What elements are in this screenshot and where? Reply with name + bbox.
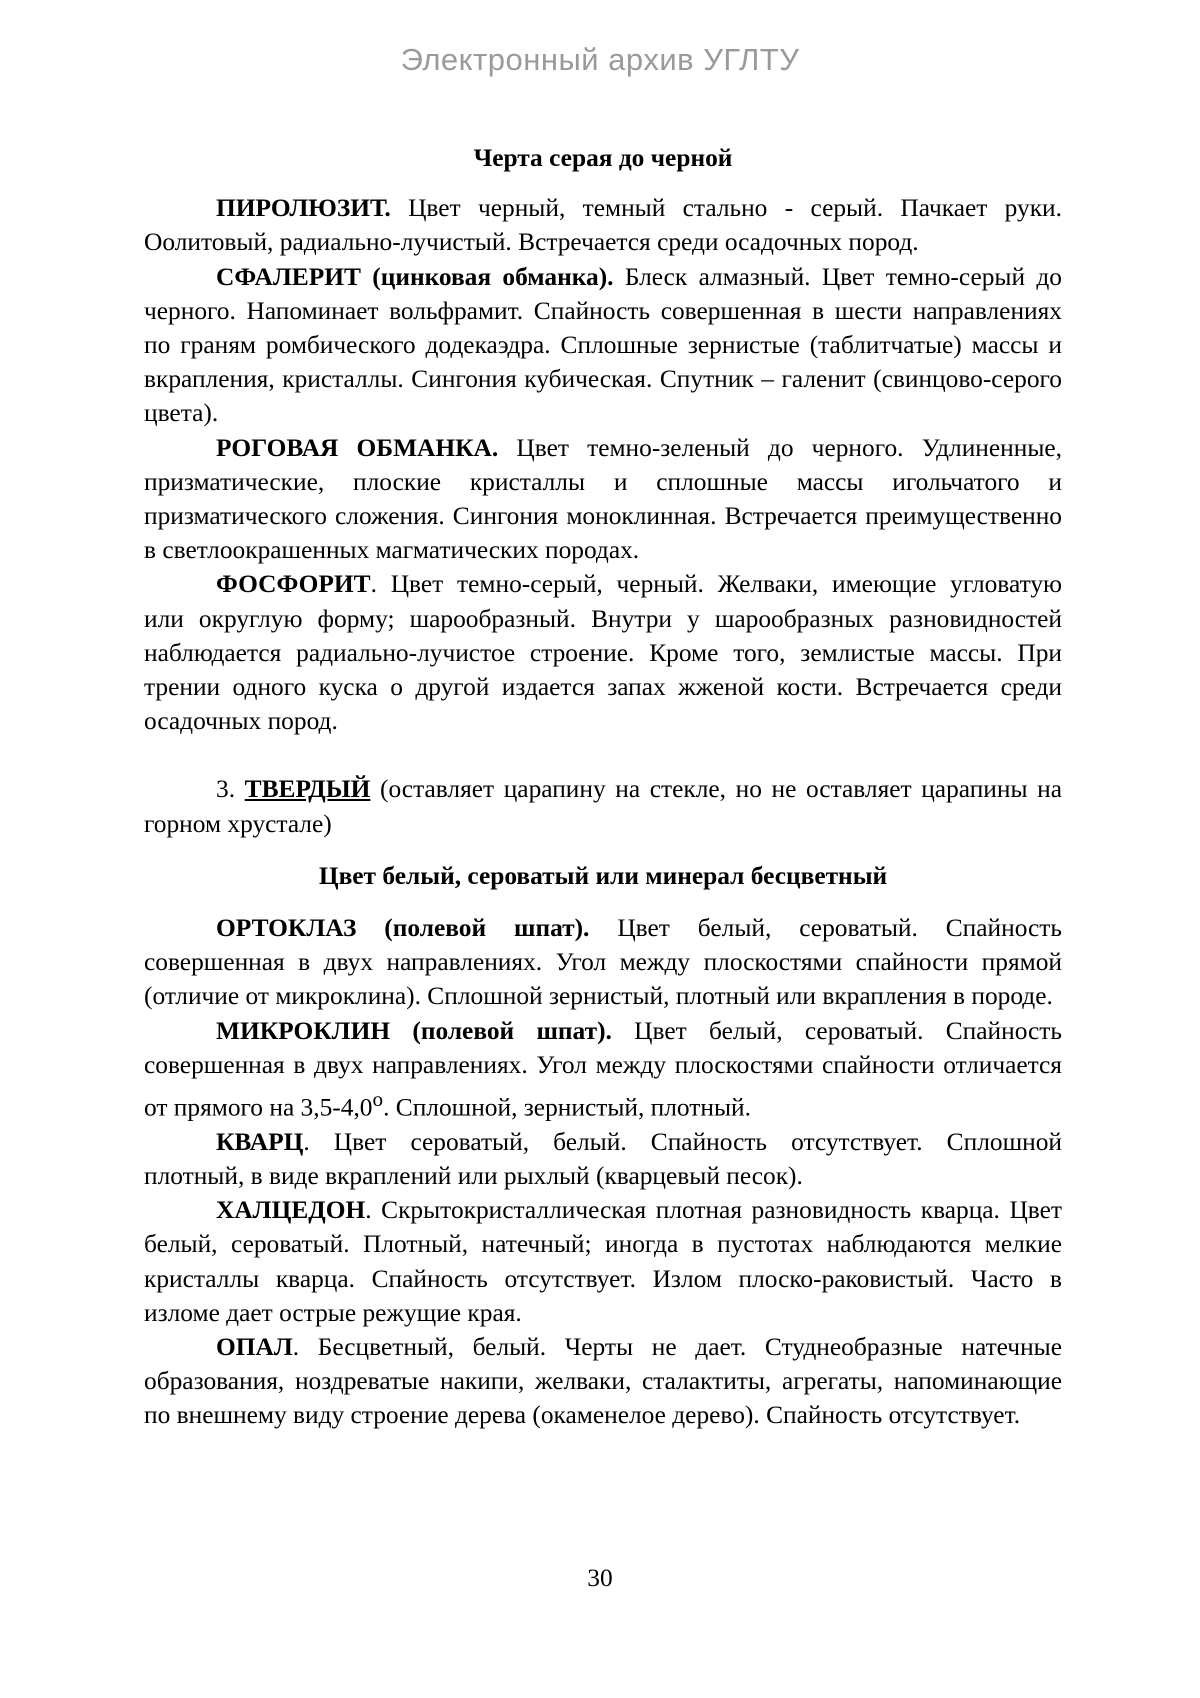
mineral-name: МИКРОКЛИН (полевой шпат).	[216, 1016, 612, 1045]
hardness-section-intro	[144, 772, 1062, 840]
mineral-description: . Цвет сероватый, белый. Спайность отсутствует. Сплошной плотный, в виде вкраплений или рыхлый (кварцевый песок).	[144, 1127, 1062, 1190]
mineral-description: Цвет белый, сероватый. Спайность совершенная в двух направлениях. Угол между плоскостями спайности отличается от прямого на 3,5-4,0	[144, 1016, 1062, 1122]
mineral-entry	[144, 567, 1062, 738]
mineral-entry	[144, 1193, 1062, 1330]
mineral-name: КВАРЦ	[216, 1127, 304, 1156]
page-number: 30	[587, 1564, 613, 1592]
mineral-description: Блеск алмазный. Цвет темно-серый до черного. Напоминает вольфрамит. Спайность совершенная в шести направлениях по граням ромбического додекаэдра. Сплошные зернистые (таблитчатые) массы и вкрапления, кристаллы. Сингония кубическая. Спутник – галенит (свинцово-серого цвета).	[144, 262, 1062, 428]
mineral-description-end: . Сплошной, зернистый, плотный.	[383, 1093, 751, 1122]
section-heading-white-colorless: Цвет белый, сероватый или минерал бесцветный	[318, 861, 888, 890]
mineral-description: Цвет темно-зеленый до черного. Удлиненные, призматические, плоские кристаллы и сплошные массы игольчатого и призматического сложения. Сингония моноклинная. Встречается преимущественно в светлоокрашенных магматических породах.	[144, 433, 1062, 565]
mineral-description: . Цвет темно-серый, черный. Желваки, имеющие угловатую или округлую форму; шарообразный. Внутри у шарообразных разновидностей наблюдается радиально-лучистое строение. Кроме того, землистые массы. При трении одного куска о другой издается запах жженой кости. Встречается среди осадочных пород.	[144, 570, 1062, 736]
mineral-entry	[144, 260, 1062, 431]
mineral-description: . Бесцветный, белый. Черты не дает. Студнеобразные натечные образования, ноздреватые накипи, желваки, сталактиты, агрегаты, напоминающие по внешнему виду строение дерева (окаменелое дерево). Спайность отсутствует.	[144, 1332, 1062, 1430]
mineral-name: РОГОВАЯ ОБМАНКА.	[216, 433, 499, 462]
mineral-name: СФАЛЕРИТ (цинковая обманка).	[216, 262, 614, 291]
mineral-name: ПИРОЛЮЗИТ.	[216, 194, 391, 223]
mineral-description: . Скрытокристаллическая плотная разновидность кварца. Цвет белый, сероватый. Плотный, натечный; иногда в пустотах наблюдаются мелкие кристаллы кварца. Спайность отсутствует. Излом плоско-раковистый. Часто в изломе дает острые режущие края.	[144, 1196, 1062, 1327]
mineral-entry	[144, 1014, 1062, 1125]
degree-superscript: о	[372, 1087, 384, 1112]
mineral-description: Цвет белый, сероватый. Спайность совершенная в двух направлениях. Угол между плоскостями спайности прямой (отличие от микроклина). Сплошной зернистый, плотный или вкрапления в породе.	[144, 914, 1062, 1011]
mineral-name: ФОСФОРИТ	[216, 570, 371, 599]
mineral-description: Цвет черный, темный стально - серый. Пачкает руки. Оолитовый, радиально-лучистый. Встречается среди осадочных пород.	[144, 194, 1062, 257]
mineral-entry	[144, 1125, 1062, 1193]
mineral-entry	[144, 431, 1062, 568]
paragraph-spacer	[144, 738, 1062, 772]
mineral-name: ОРТОКЛАЗ (полевой шпат).	[216, 914, 590, 943]
mineral-entry	[144, 1330, 1062, 1433]
mineral-entry	[144, 191, 1062, 259]
section-description: (оставляет царапину на стекле, но не оставляет царапины на горном хрустале)	[144, 775, 1062, 838]
page-content	[144, 141, 1062, 1433]
mineral-name: ХАЛЦЕДОН	[216, 1196, 366, 1225]
archive-watermark: Электронный архив УГЛТУ	[400, 42, 800, 77]
section-title: ТВЕРДЫЙ	[244, 775, 371, 804]
mineral-name: ОПАЛ	[216, 1332, 293, 1361]
section-heading-streak-gray-black: Черта серая до черной	[473, 144, 733, 172]
section-number: 3.	[216, 775, 245, 804]
mineral-entry	[144, 911, 1062, 1014]
